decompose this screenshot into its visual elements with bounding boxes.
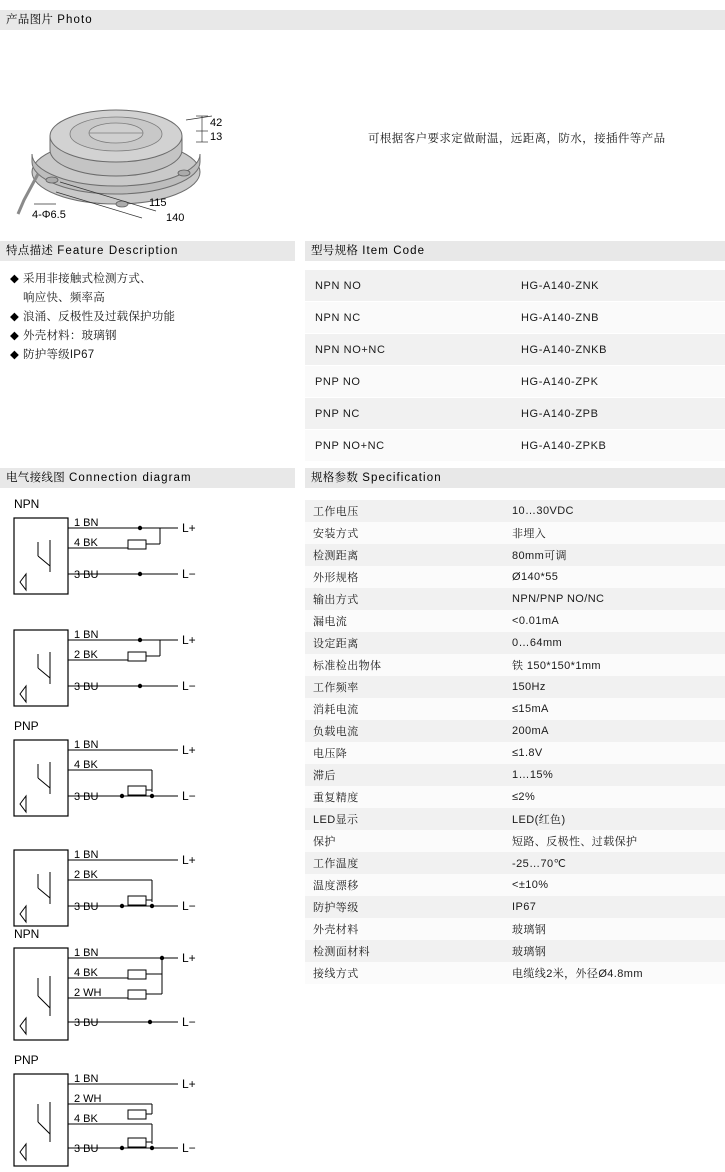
spec-key: 检测面材料 [305,940,504,962]
spec-value: ≤1.8V [504,742,725,764]
feature-text: 响应快、频率高 [23,292,105,304]
feature-text: 防护等级IP67 [23,349,95,361]
feature-text: 浪涌、反极性及过载保护功能 [23,311,176,323]
spec-value: ≤2% [504,786,725,808]
spec-key: 电压降 [305,742,504,764]
spec-value: 短路、反极性、过载保护 [504,830,725,852]
terminal-label-bk2: 2 BK [74,649,98,661]
item-code: HG-A140-ZPKB [511,430,725,462]
spec-key: 工作频率 [305,676,504,698]
terminal-label-wh2: 2 WH [74,1093,102,1105]
dim-inner-dia: 115 [149,197,167,209]
wiring-diagram-npn-no [0,496,290,600]
table-row [305,940,725,962]
spec-key: 工作温度 [305,852,504,874]
terminal-label-bu: 3 BU [74,681,99,693]
wiring-label-pnp: PNP [14,1053,39,1067]
item-code: HG-A140-ZNK [511,270,725,302]
spec-value: 150Hz [504,676,725,698]
wiring-diagram-pnp-no [0,718,290,826]
item-code-table [305,270,725,462]
section-header-feature [0,241,295,261]
wiring-diagram-npn-nc [0,608,290,712]
spec-key: 负载电流 [305,720,504,742]
section-header-photo [0,10,725,30]
product-drawing [16,54,246,224]
spec-value: 0…64mm [504,632,725,654]
spec-key: 接线方式 [305,962,504,984]
terminal-label-bn: 1 BN [74,849,99,861]
item-code: HG-A140-ZNB [511,302,725,334]
power-label-minus: L− [182,567,196,581]
spec-value: 玻璃钢 [504,918,725,940]
list-item [10,289,295,308]
table-row [305,654,725,676]
table-row [305,874,725,896]
power-label-minus: L− [182,1141,196,1155]
item-code: HG-A140-ZPK [511,366,725,398]
terminal-label-bn: 1 BN [74,517,99,529]
spec-key: 外壳材料 [305,918,504,940]
section-title-itemcode-en: Item Code [362,245,426,257]
spec-key: 安装方式 [305,522,504,544]
power-label-minus: L− [182,899,196,913]
power-label-plus: L+ [182,951,196,965]
spec-value: 电缆线2米，外径Ø4.8mm [504,962,725,984]
spec-key: 检测距离 [305,544,504,566]
table-row [305,500,725,522]
feature-list [10,270,295,365]
section-title-connection-en: Connection diagram [69,472,192,484]
table-row [305,566,725,588]
spec-value: 1…15% [504,764,725,786]
table-row [305,808,725,830]
wiring-diagram-npn-no-nc [0,926,290,1046]
item-type: PNP NO [305,366,511,398]
spec-key: 滞后 [305,764,504,786]
terminal-label-bk4: 4 BK [74,537,98,549]
item-code: HG-A140-ZPB [511,398,725,430]
spec-key: 温度漂移 [305,874,504,896]
spec-key: 外形规格 [305,566,504,588]
spec-value: 非埋入 [504,522,725,544]
spec-key: 漏电流 [305,610,504,632]
power-label-plus: L+ [182,743,196,757]
spec-value: 80mm可调 [504,544,725,566]
section-title-feature-en: Feature Description [57,245,179,257]
spec-value: NPN/PNP NO/NC [504,588,725,610]
table-row [305,632,725,654]
list-item [10,346,295,365]
dim-height-b: 13 [210,131,223,143]
list-item [10,308,295,327]
table-row [305,918,725,940]
terminal-label-bk4: 4 BK [74,759,98,771]
spec-key: 防护等级 [305,896,504,918]
table-row [305,398,725,430]
terminal-label-bk2: 2 BK [74,869,98,881]
terminal-label-bn: 1 BN [74,739,99,751]
spec-value: LED(红色) [504,808,725,830]
specification-table [305,500,725,984]
wiring-label-npn: NPN [14,497,40,511]
section-header-specification [305,468,725,488]
section-header-item-code [305,241,725,261]
spec-value: -25…70℃ [504,852,725,874]
bullet-diamond-icon: ◆ [10,330,20,342]
spec-value: IP67 [504,896,725,918]
feature-text: 采用非接触式检测方式、 [23,273,152,285]
wiring-diagram-pnp-nc [0,828,290,934]
photo-note: 可根据客户要求定做耐温，远距离，防水，接插件等产品 [368,133,666,145]
table-row [305,786,725,808]
table-row [305,610,725,632]
spec-key: 标准检出物体 [305,654,504,676]
spec-value: 铁 150*150*1mm [504,654,725,676]
section-title-photo-cn: 产品图片 [6,14,54,26]
table-row [305,742,725,764]
feature-text: 外壳材料：玻璃钢 [23,330,117,342]
terminal-label-bu: 3 BU [74,1017,99,1029]
table-row [305,852,725,874]
terminal-label-bn: 1 BN [74,947,99,959]
spec-value: ≤15mA [504,698,725,720]
terminal-label-wh2: 2 WH [74,987,102,999]
sensor-body-illustration [18,110,200,214]
spec-value: 10…30VDC [504,500,725,522]
dim-holes: 4-Φ6.5 [32,209,66,221]
spec-key: 重复精度 [305,786,504,808]
terminal-label-bu: 3 BU [74,1143,99,1155]
spec-value: 200mA [504,720,725,742]
spec-value: Ø140*55 [504,566,725,588]
section-title-connection-cn: 电气接线图 [6,472,65,484]
section-title-spec-cn: 规格参数 [311,472,359,484]
power-label-minus: L− [182,789,196,803]
wiring-label-npn: NPN [14,927,40,941]
bullet-diamond-icon: ◆ [10,349,20,361]
spec-key: LED显示 [305,808,504,830]
spec-key: 设定距离 [305,632,504,654]
item-type: PNP NO+NC [305,430,511,462]
terminal-label-bk4: 4 BK [74,1113,98,1125]
table-row [305,522,725,544]
table-row [305,302,725,334]
table-row [305,544,725,566]
item-type: PNP NC [305,398,511,430]
terminal-label-bn: 1 BN [74,1073,99,1085]
table-row [305,962,725,984]
table-row [305,270,725,302]
bullet-diamond-icon: ◆ [10,273,20,285]
terminal-label-bu: 3 BU [74,901,99,913]
section-title-itemcode-cn: 型号规格 [311,245,359,257]
table-row [305,764,725,786]
bullet-diamond-icon: ◆ [10,311,20,323]
spec-value: <0.01mA [504,610,725,632]
table-row [305,830,725,852]
table-row [305,720,725,742]
spec-key: 输出方式 [305,588,504,610]
table-row [305,588,725,610]
dim-outer-dia: 140 [166,212,185,224]
product-photo-area [0,38,725,228]
table-row [305,676,725,698]
list-item [10,327,295,346]
table-row [305,896,725,918]
section-header-connection [0,468,295,488]
terminal-label-bk4: 4 BK [74,967,98,979]
section-title-spec-en: Specification [362,472,442,484]
table-row [305,698,725,720]
item-code: HG-A140-ZNKB [511,334,725,366]
spec-key: 保护 [305,830,504,852]
spec-key: 消耗电流 [305,698,504,720]
power-label-plus: L+ [182,521,196,535]
item-type: NPN NO+NC [305,334,511,366]
terminal-label-bu: 3 BU [74,791,99,803]
wiring-diagrams [0,496,300,1155]
spec-key: 工作电压 [305,500,504,522]
table-row [305,334,725,366]
section-title-photo-en: Photo [57,14,93,26]
power-label-minus: L− [182,1015,196,1029]
wiring-diagram-pnp-no-nc [0,1052,290,1172]
table-row [305,430,725,462]
spec-value: <±10% [504,874,725,896]
terminal-label-bu: 3 BU [74,569,99,581]
power-label-plus: L+ [182,633,196,647]
table-row [305,366,725,398]
wiring-label-pnp: PNP [14,719,39,733]
section-title-feature-cn: 特点描述 [6,245,54,257]
spec-value: 玻璃钢 [504,940,725,962]
item-type: NPN NC [305,302,511,334]
power-label-plus: L+ [182,1077,196,1091]
item-type: NPN NO [305,270,511,302]
terminal-label-bn: 1 BN [74,629,99,641]
power-label-plus: L+ [182,853,196,867]
power-label-minus: L− [182,679,196,693]
dim-height-a: 42 [210,117,223,129]
list-item [10,270,295,289]
